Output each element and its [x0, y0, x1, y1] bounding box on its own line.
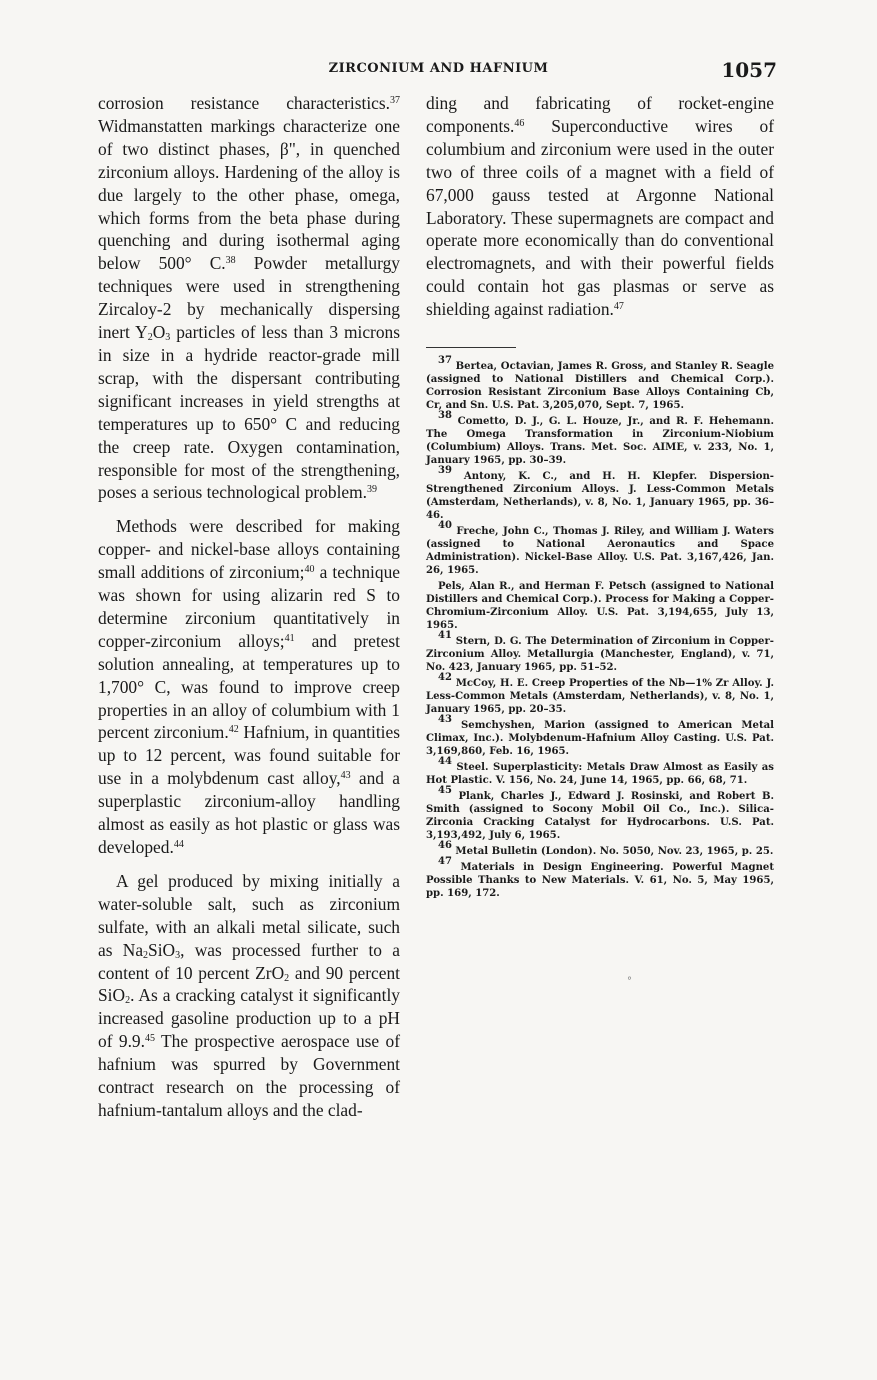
- paragraph: ding and fabricating of rocket-engine components.$^{46}$ Superconductive wires of columbium and zirconium were used in the outer two of three coils of a magnet with a field of 67,000 gauss tested at Argonne National Laboratory. These supermagnets are compact and operate more economically than do conventional electromagnets, and with their powerful fields could contain hot gas plasmas or serve as shielding against radiation.$^{47}$: [426, 93, 774, 320]
- page-number: 1057: [721, 58, 777, 82]
- footnote: $^{42}$ McCoy, H. E. Creep Properties of the Nb—1% Zr Alloy. J. Less-Common Metals (Amsterdam, Netherlands), v. 8, No. 1, January 1965, pp. 20–35.: [426, 672, 774, 716]
- paragraph: Methods were described for making copper- and nickel-base alloys containing small additions of zirconium;$^{40}$ a technique was shown for using alizarin red S to determine zirconium quantitatively in copper-zirconium alloys;$^{41}$ and pretest solution annealing, at temperatures up to 1,700° C, was found to improve creep properties in an alloy of columbium with 1 percent zirconium.$^{42}$ Hafnium, in quantities up to 12 percent, was found suitable for use in a molybdenum cast alloy,$^{43}$ and a superplastic zirconium-alloy handling almost as easily as hot plastic or glass was developed.$^{44}$: [98, 516, 400, 857]
- footnotes: [426, 355, 774, 900]
- footnote: $^{47}$ Materials in Design Engineering. Powerful Magnet Possible Thanks to New Materials. V. 61, No. 5, May 1965, pp. 169, 172.: [426, 856, 774, 900]
- footnote: $^{45}$ Plank, Charles J., Edward J. Rosinski, and Robert B. Smith (assigned to Socony Mobil Oil Co., Inc.). Silica-Zirconia Cracking Catalyst for Hydrocarbons. U.S. Pat. 3,193,492, July 6, 1965.: [426, 785, 774, 842]
- footnote: $^{46}$ Metal Bulletin (London). No. 5050, Nov. 23, 1965, p. 25.: [438, 840, 774, 858]
- footnote: $^{44}$ Steel. Superplasticity: Metals Draw Almost as Easily as Hot Plastic. V. 156, No. 24, June 14, 1965, pp. 66, 68, 71.: [426, 756, 774, 787]
- right-column: [426, 92, 774, 903]
- paragraph: corrosion resistance characteristics.$^{37}$ Widmanstatten markings characterize one of two distinct phases, β", in quenched zirconium alloys. Hardening of the alloy is due largely to the other phase, omega, which forms from the beta phase during quenching and during isothermal aging below 500° C.$^{38}$ Powder metallurgy techniques were used in strengthening Zircaloy-2 by mechanically dispersing inert $Y_2O_3$ particles of less than 3 microns in size in a hydride reactor-grade mill scrap, with the dispersant contributing significant increases in yield strengths at temperatures up to 650° C and reducing the creep rate. Oxygen contamination, responsible for most of the strengthening, poses a serious technological problem.$^{39}$: [98, 93, 400, 503]
- footnote: $^{39}$ Antony, K. C., and H. H. Klepfer. Dispersion-Strengthened Zirconium Alloys. J. Less-Common Metals (Amsterdam, Netherlands), v. 8, No. 1, January 1965, pp. 36–46.: [426, 465, 774, 522]
- footnote-divider: [426, 347, 516, 348]
- left-column: [98, 92, 400, 1133]
- paragraph: A gel produced by mixing initially a water-soluble salt, such as zirconium sulfate, with an alkali metal silicate, such as $Na_2SiO_3$, was processed further to a content of 10 percent ZrO$_2$ and 90 percent SiO$_2$. As a cracking catalyst it significantly increased gasoline production up to a pH of 9.9.45 The prospective aerospace use of hafnium was spurred by Government contract research on the processing of hafnium-tantalum alloys and the clad-: [98, 870, 400, 1120]
- footnote: $^{43}$ Semchyshen, Marion (assigned to American Metal Climax, Inc.). Molybdenum-Hafnium Alloy Casting. U.S. Pat. 3,169,860, Feb. 16, 1965.: [426, 714, 774, 758]
- running-header: ZIRCONIUM AND HAFNIUM: [328, 61, 549, 76]
- stray-mark: °: [627, 976, 632, 987]
- footnote: $^{41}$ Stern, D. G. The Determination of Zirconium in Copper-Zirconium Alloy. Metallurgia (Manchester, England), v. 71, No. 423, January 1965, pp. 51–52.: [426, 630, 774, 674]
- footnote: $^{37}$ Bertea, Octavian, James R. Gross, and Stanley R. Seagle (assigned to National Distillers and Chemical Corp.). Corrosion Resistant Zirconium Base Alloys Containing Cb, Cr, and Sn. U.S. Pat. 3,205,070, Sept. 7, 1965.: [426, 355, 774, 412]
- footnote: $^{38}$ Cometto, D. J., G. L. Houze, Jr., and R. F. Hehemann. The Omega Transformation in Zirconium-Niobium (Columbium) Alloys. Trans. Met. Soc. AIME, v. 233, No. 1, January 1965, pp. 30–39.: [426, 410, 774, 467]
- footnote: $^{40}$ Freche, John C., Thomas J. Riley, and William J. Waters (assigned to National Aeronautics and Space Administration). Nickel-Base Alloy. U.S. Pat. 3,167,426, Jan. 26, 1965.: [426, 520, 774, 577]
- footnote: Pels, Alan R., and Herman F. Petsch (assigned to National Distillers and Chemical Corp.). Process for Making a Copper-Chromium-Zirconium Alloy. U.S. Pat. 3,194,655, July 13, 1965.: [426, 581, 774, 632]
